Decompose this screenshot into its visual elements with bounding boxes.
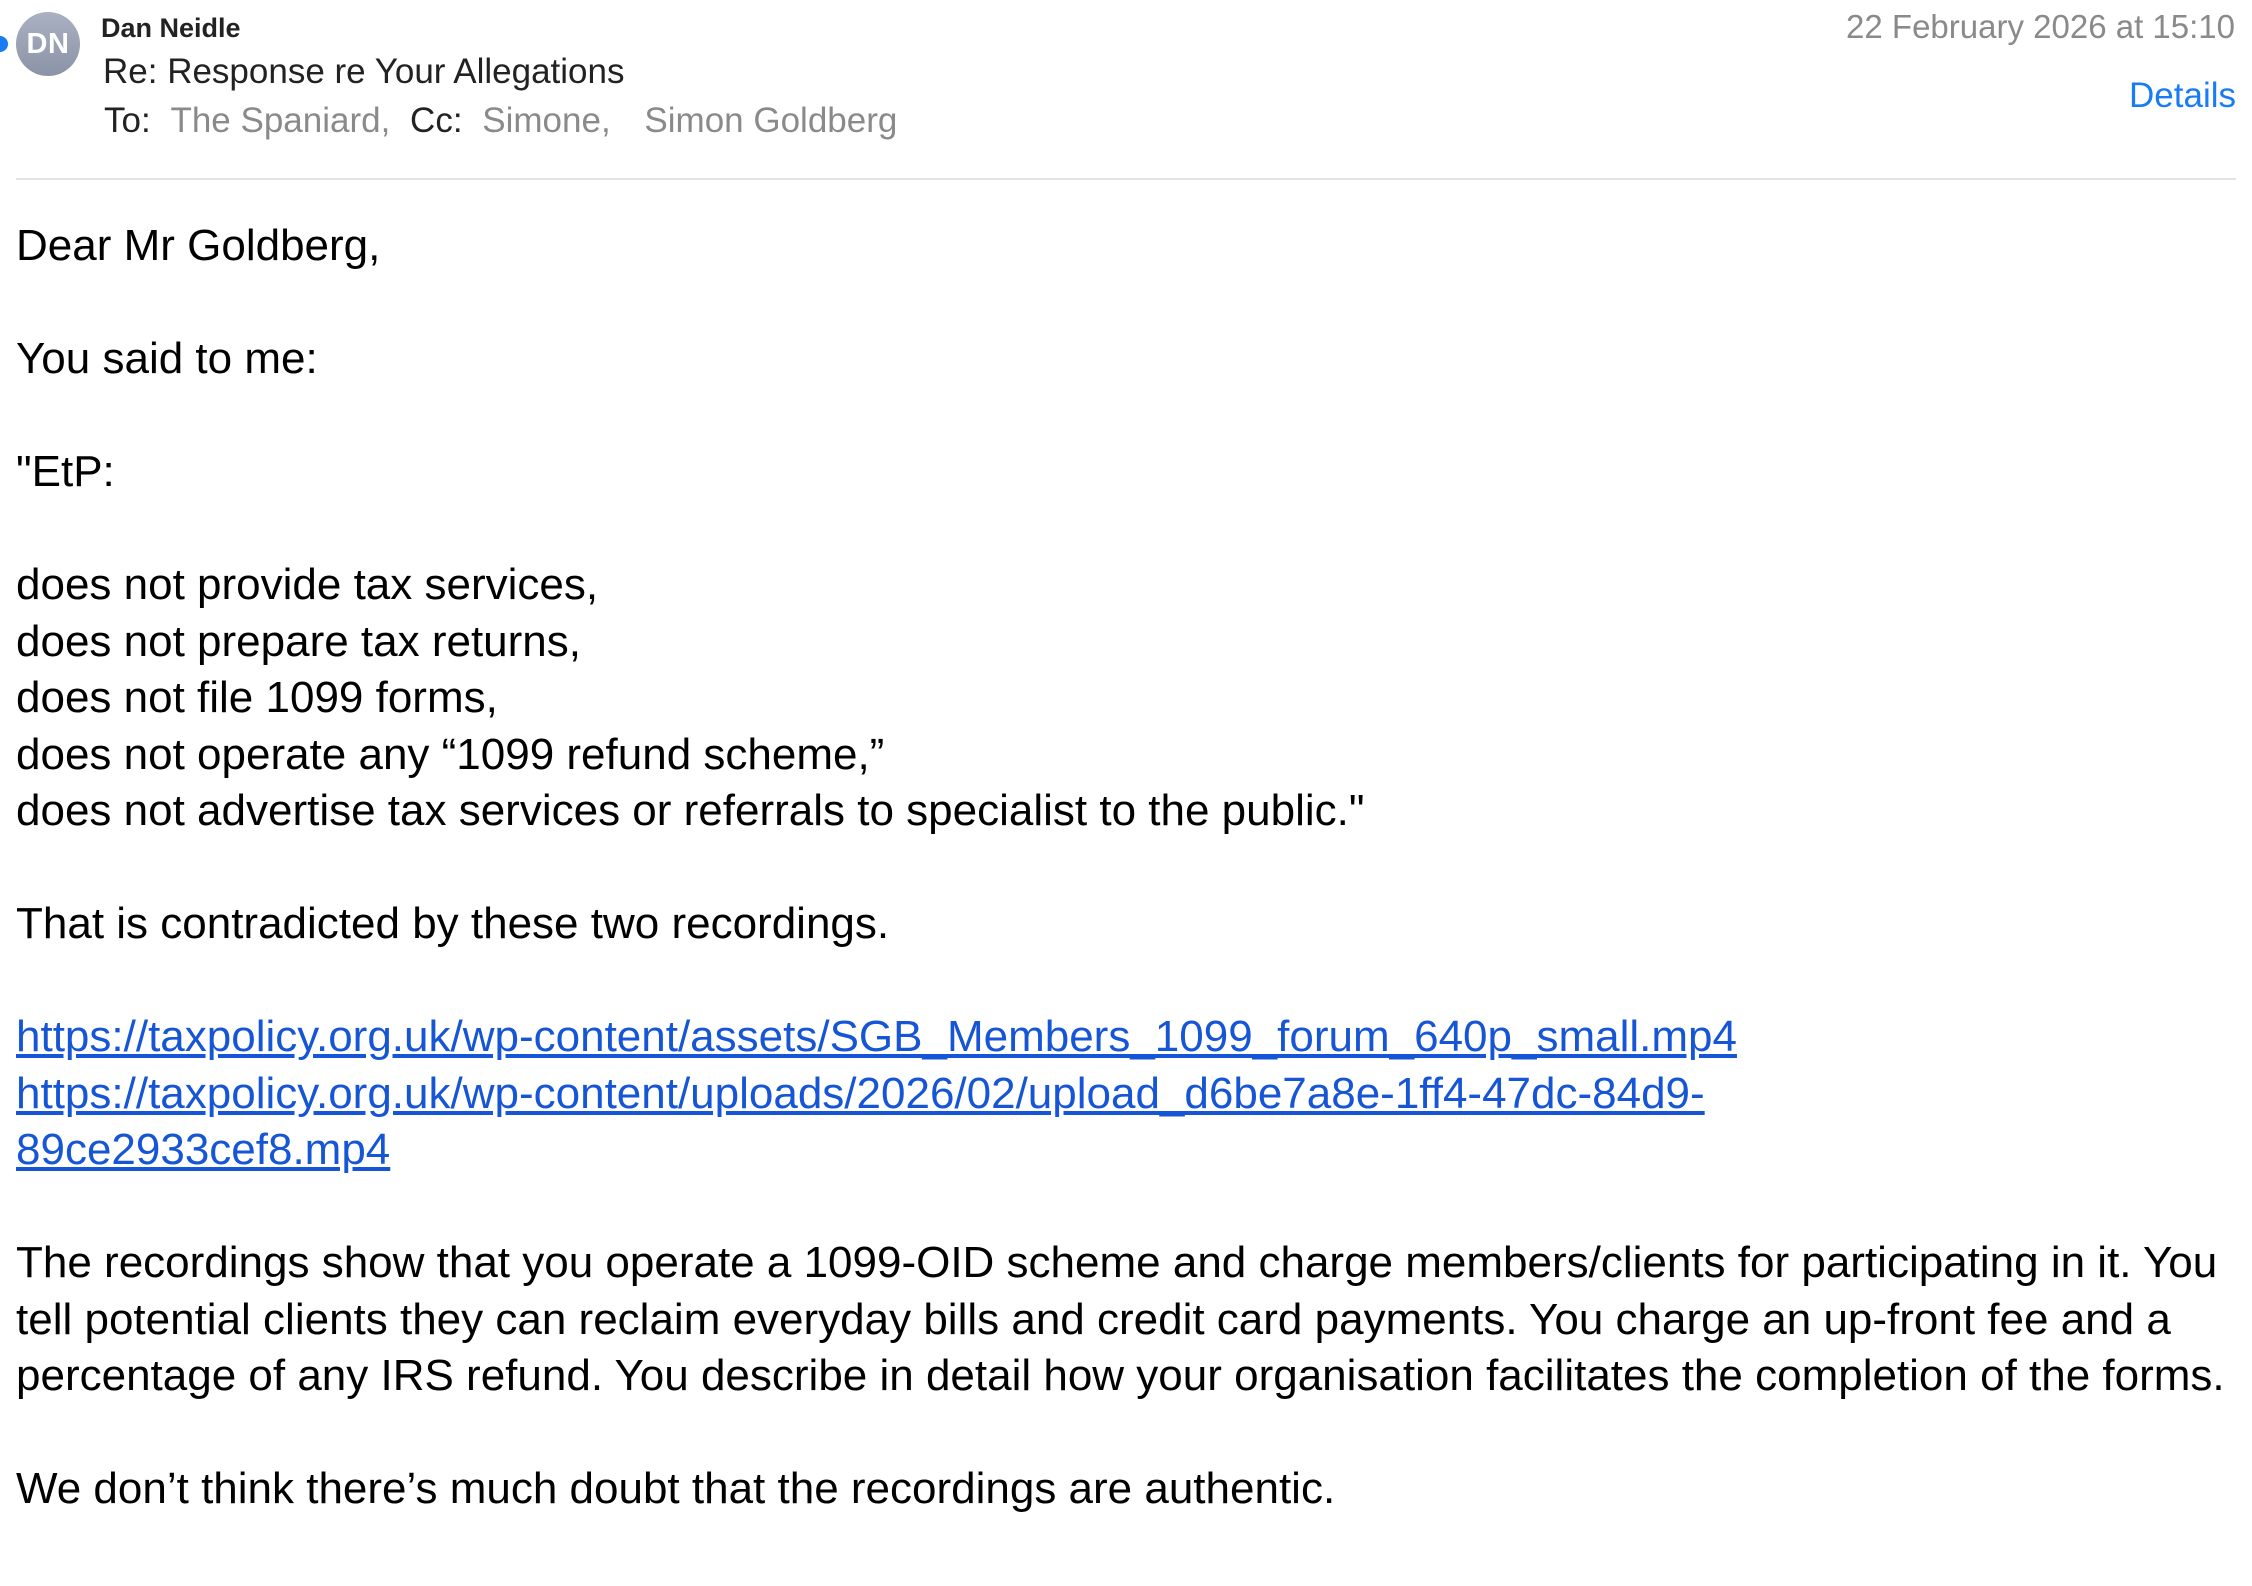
- cc-recipient[interactable]: Simon Goldberg: [644, 101, 898, 140]
- message-date: 22 February 2026 at 15:10: [1846, 8, 2235, 45]
- sender-name[interactable]: Dan Neidle: [101, 13, 241, 43]
- closing-text: We don’t think there’s much doubt that the recordings are authentic.: [16, 1464, 1336, 1513]
- unread-indicator: [0, 36, 8, 52]
- message-body: [16, 218, 2246, 1574]
- avatar-initials: DN: [26, 27, 70, 60]
- greeting: Dear Mr Goldberg,: [16, 221, 381, 270]
- cc-recipient[interactable]: Simone,: [482, 101, 611, 140]
- quote-line: does not file 1099 forms,: [16, 673, 498, 722]
- cc-label: Cc:: [410, 101, 463, 140]
- quote-line: does not advertise tax services or referrals to specialist to the public.": [16, 786, 1365, 835]
- recording-link[interactable]: https://taxpolicy.org.uk/wp-content/uploads/2026/02/upload_d6be7a8e-1ff4-47dc-84d9-89ce2933cef8.mp4: [16, 1068, 1705, 1174]
- subject-line: Re: Response re Your Allegations: [103, 52, 625, 91]
- details-link[interactable]: Details: [2129, 76, 2236, 115]
- quote-block: [16, 557, 2246, 840]
- quote-heading: "EtP:: [16, 447, 115, 496]
- recipients-line: [104, 101, 897, 141]
- avatar[interactable]: [16, 12, 80, 76]
- intro-text: You said to me:: [16, 334, 318, 383]
- message-header: [0, 0, 2252, 180]
- quote-line: does not prepare tax returns,: [16, 616, 581, 666]
- quote-line: does not operate any “1099 refund scheme,”: [16, 729, 885, 779]
- links-block: [16, 1009, 2246, 1179]
- quote-line: does not provide tax services,: [16, 560, 599, 609]
- recordings-paragraph: The recordings show that you operate a 1099-OID scheme and charge members/clients for participating in it. You tell potential clients they can reclaim everyday bills and credit card payments. You charge an up-front fee and a percentage of any IRS refund. You describe in detail how your organisation facilitates the completion of the forms.: [16, 1238, 2225, 1400]
- contradiction-text: That is contradicted by these two recordings.: [16, 899, 890, 948]
- header-divider: [16, 178, 2236, 180]
- to-recipient[interactable]: The Spaniard,: [170, 101, 391, 140]
- to-label: To:: [104, 101, 151, 140]
- recording-link[interactable]: https://taxpolicy.org.uk/wp-content/assets/SGB_Members_1099_forum_640p_small.mp4: [16, 1012, 1737, 1061]
